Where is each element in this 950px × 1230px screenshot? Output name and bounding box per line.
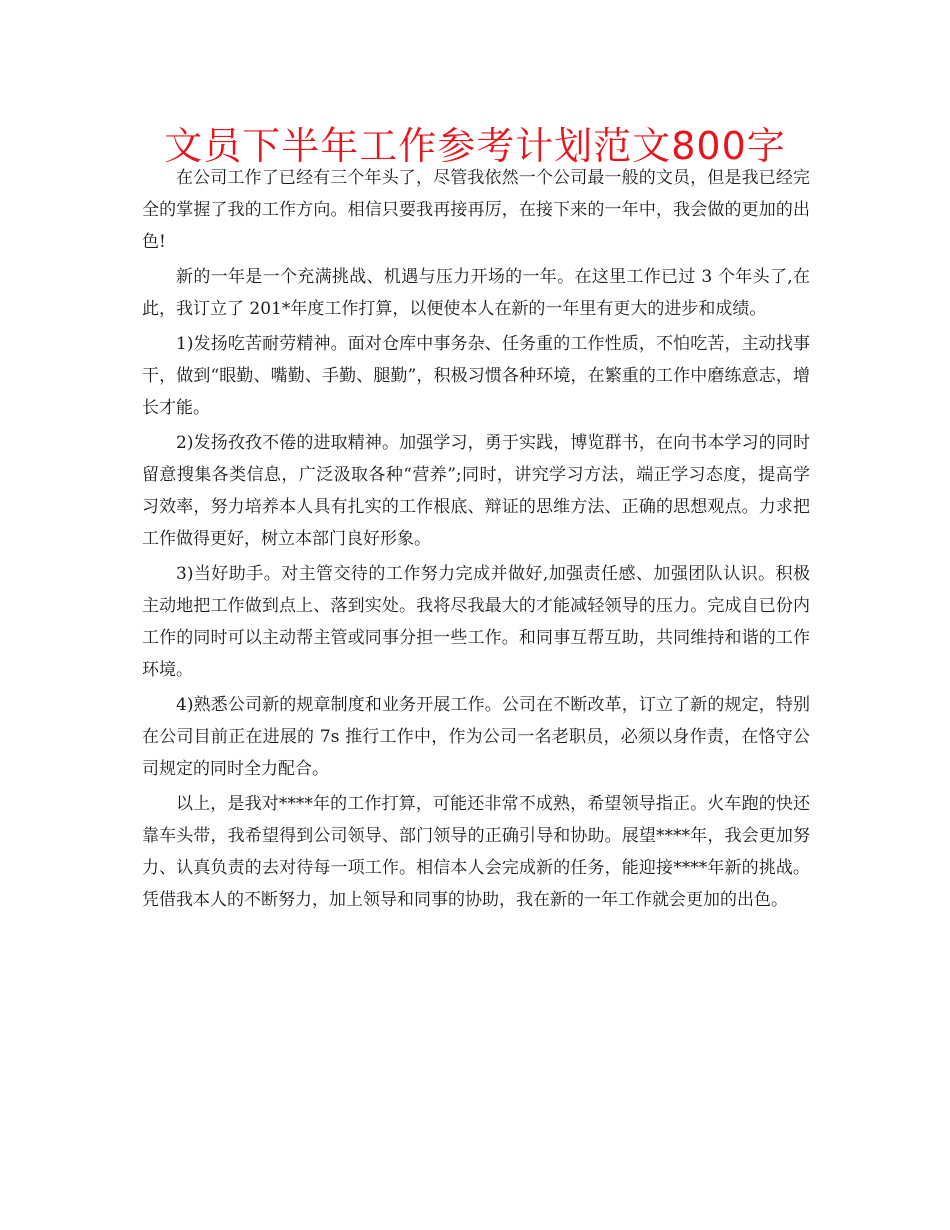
document-title: 文员下半年工作参考计划范文800字 <box>164 124 786 168</box>
paragraph-7: 以上，是我对****年的工作打算，可能还非常不成熟，希望领导指正。火车跑的快还靠车头带，我希望得到公司领导、部门领导的正确引导和协助。展望****年，我会更加努力、认真负责的去对待每一项工作。相信本人会完成新的任务，能迎接****年新的挑战。凭借我本人的不断努力，加上领导和同事的协助，我在新的一年工作就会更加的出色。 <box>142 794 810 910</box>
paragraph-3: 1)发扬吃苦耐劳精神。面对仓库中事务杂、任务重的工作性质，不怕吃苦，主动找事干，做到“眼勤、嘴勤、手勤、腿勤”，积极习惯各种环境，在繁重的工作中磨练意志，增长才能。 <box>142 334 810 418</box>
paragraph-4: 2)发扬孜孜不倦的进取精神。加强学习，勇于实践，博览群书，在向书本学习的同时留意搜集各类信息，广泛汲取各种“营养”;同时，讲究学习方法，端正学习态度，提高学习效率，努力培养本人具有扎实的工作根底、辩证的思维方法、正确的思想观点。力求把工作做得更好，树立本部门良好形象。 <box>142 433 810 549</box>
paragraph-1: 在公司工作了已经有三个年头了，尽管我依然一个公司最一般的文员，但是我已经完全的掌握了我的工作方向。相信只要我再接再厉，在接下来的一年中，我会做的更加的出色! <box>142 168 810 252</box>
document-body <box>142 162 810 919</box>
paragraph-2: 新的一年是一个充满挑战、机遇与压力开场的一年。在这里工作已过 3 个年头了,在此，我订立了 201*年度工作打算，以便使本人在新的一年里有更大的进步和成绩。 <box>142 267 810 319</box>
paragraph-6: 4)熟悉公司新的规章制度和业务开展工作。公司在不断改革，订立了新的规定，特别在公司目前正在进展的 7s 推行工作中，作为公司一名老职员，必须以身作责，在恪守公司规定的同时全力配合。 <box>142 695 810 779</box>
paragraph-5: 3)当好助手。对主管交待的工作努力完成并做好,加强责任感、加强团队认识。积极主动地把工作做到点上、落到实处。我将尽我最大的才能减轻领导的压力。完成自已份内工作的同时可以主动帮主管或同事分担一些工作。和同事互帮互助，共同维持和谐的工作环境。 <box>142 564 810 680</box>
